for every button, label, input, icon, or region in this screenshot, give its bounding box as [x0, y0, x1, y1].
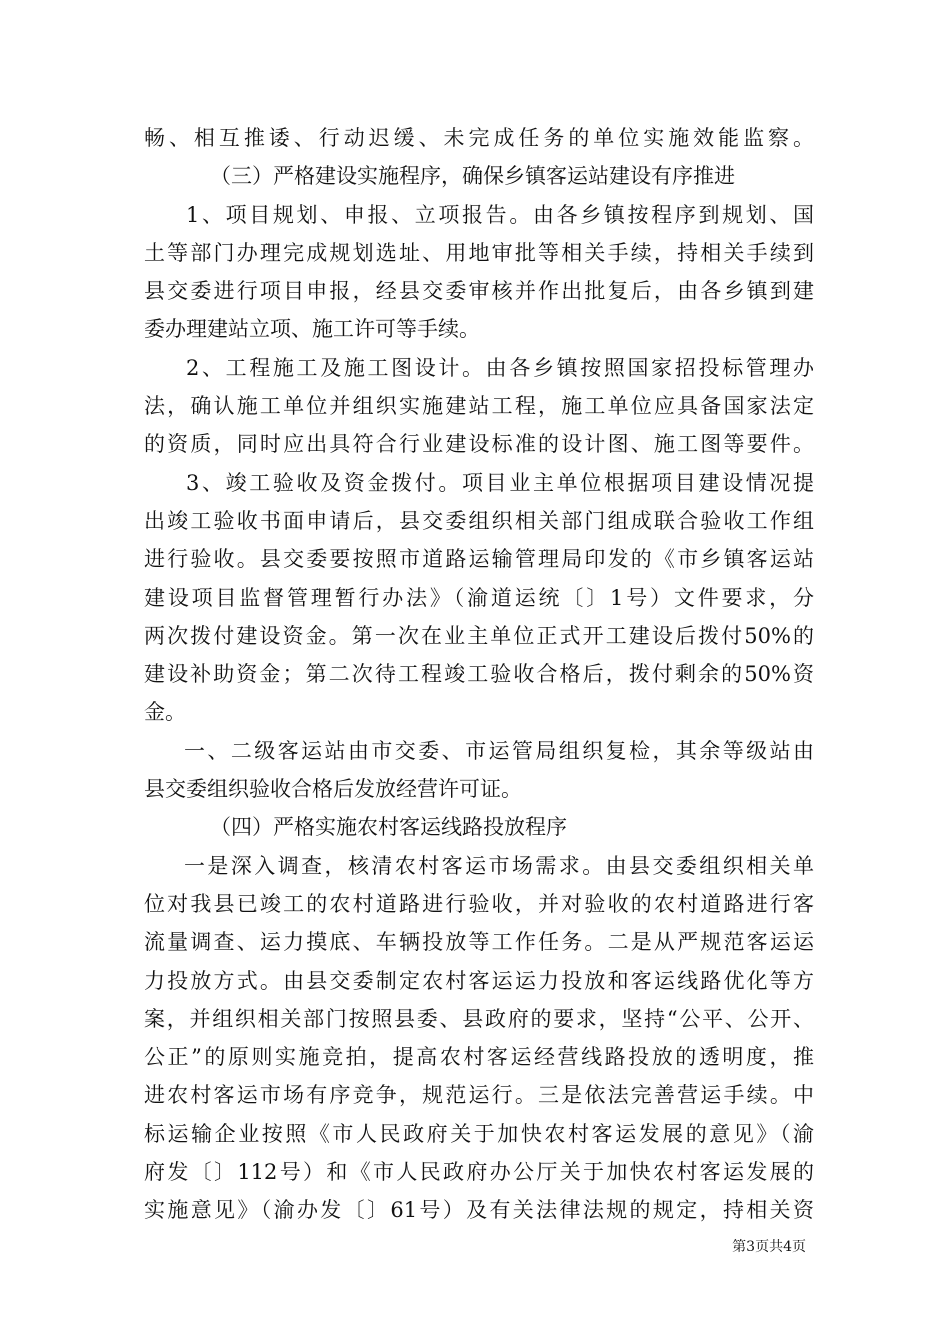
text-line: 公正”的原则实施竞拍，提高农村客运经营线路投放的透明度，推: [144, 1045, 814, 1070]
text-line: 出竣工验收书面申请后，县交委组织相关部门组成联合验收工作组: [144, 508, 814, 533]
section-heading: （三）严格建设实施程序，确保乡镇客运站建设有序推进: [210, 164, 735, 189]
text-line: 县交委进行项目申报，经县交委审核并作出批复后，由各乡镇到建: [144, 279, 814, 304]
text-line: 进行验收。县交委要按照市道路运输管理局印发的《市乡镇客运站: [144, 547, 814, 572]
text-line: 建设项目监督管理暂行办法》（渝道运统〔〕1号）文件要求，分: [144, 585, 814, 610]
text-line: 委办理建站立项、施工许可等手续。: [144, 317, 480, 342]
text-line: 进农村客运市场有序竞争，规范运行。三是依法完善营运手续。中: [144, 1083, 814, 1108]
text-line: 标运输企业按照《市人民政府关于加快农村客运发展的意见》（渝: [144, 1121, 814, 1146]
text-line: 实施意见》（渝办发〔〕61号）及有关法律法规的规定，持相关资: [144, 1198, 814, 1223]
text-line: 一、二级客运站由市交委、市运管局组织复检，其余等级站由: [184, 738, 814, 763]
text-line: 建设补助资金；第二次待工程竣工验收合格后，拨付剩余的50%资: [144, 662, 814, 687]
text-line: 法，确认施工单位并组织实施建站工程，施工单位应具备国家法定: [144, 394, 814, 419]
text-line: 府发〔〕112号）和《市人民政府办公厅关于加快农村客运发展的: [144, 1160, 814, 1185]
text-line: 案，并组织相关部门按照县委、县政府的要求，坚持“公平、公开、: [144, 1006, 814, 1031]
text-line: 3、竣工验收及资金拨付。项目业主单位根据项目建设情况提: [186, 470, 814, 495]
text-line: 土等部门办理完成规划选址、用地审批等相关手续，持相关手续到: [144, 240, 814, 265]
text-line: 金。: [144, 700, 186, 725]
text-line: 畅、相互推诿、行动迟缓、未完成任务的单位实施效能监察。: [144, 126, 814, 150]
text-line: 两次拨付建设资金。第一次在业主单位正式开工建设后拨付50%的: [144, 623, 814, 648]
document-body: [144, 119, 814, 1230]
text-line: 县交委组织验收合格后发放经营许可证。: [144, 777, 522, 802]
section-heading: （四）严格实施农村客运线路投放程序: [210, 815, 567, 840]
text-line: 流量调查、运力摸底、车辆投放等工作任务。二是从严规范客运运: [144, 930, 814, 955]
text-line: 位对我县已竣工的农村道路进行验收，并对验收的农村道路进行客: [144, 891, 814, 916]
text-line: 2、工程施工及施工图设计。由各乡镇按照国家招投标管理办: [186, 355, 814, 380]
page-number: 第3页共4页: [732, 1239, 806, 1255]
text-line: 一是深入调查，核清农村客运市场需求。由县交委组织相关单: [184, 853, 814, 878]
text-line: 1、项目规划、申报、立项报告。由各乡镇按程序到规划、国: [186, 202, 814, 227]
text-line: 力投放方式。由县交委制定农村客运运力投放和客运线路优化等方: [144, 968, 814, 993]
text-line: 的资质，同时应出具符合行业建设标准的设计图、施工图等要件。: [144, 432, 814, 457]
